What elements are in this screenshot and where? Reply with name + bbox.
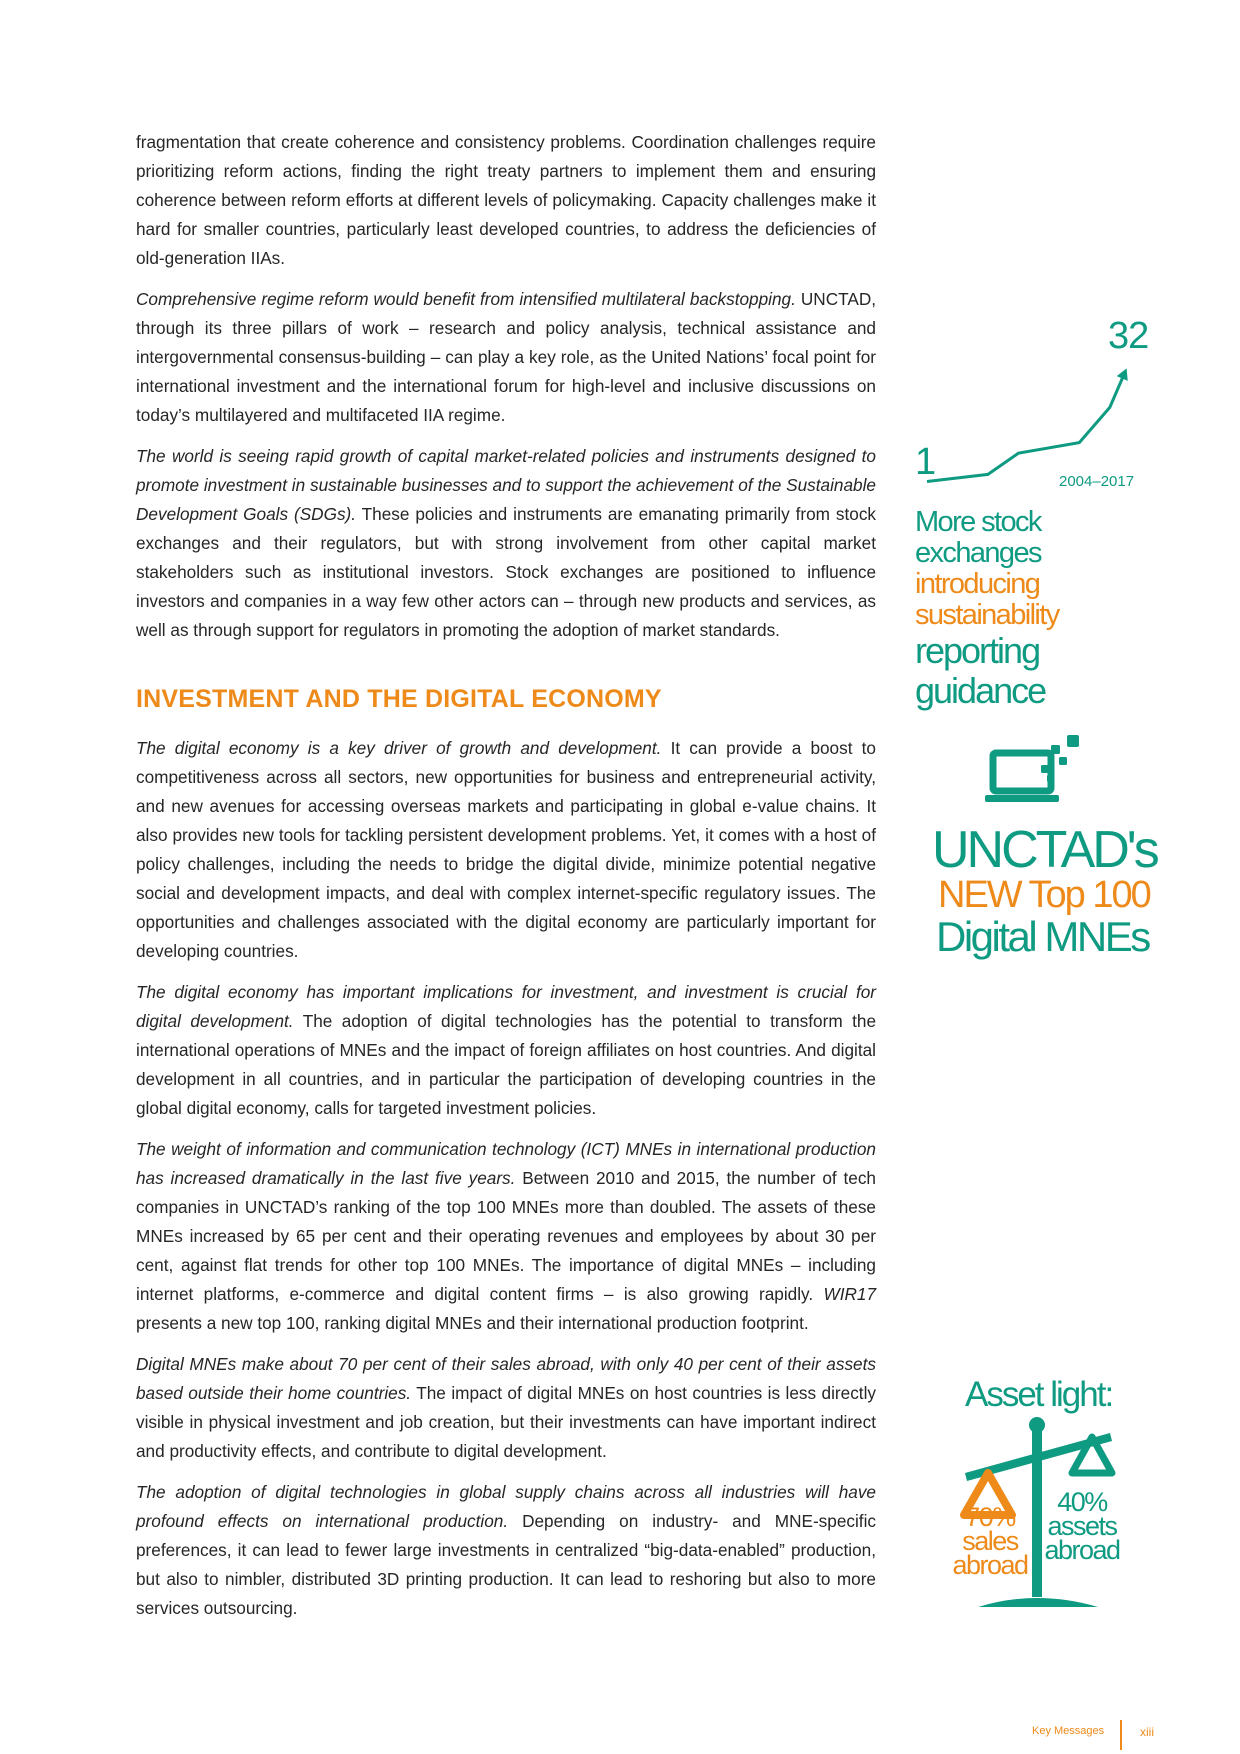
digital-subtitle-2: Digital MNEs <box>936 913 1149 960</box>
footer-section-label: Key Messages <box>1032 1725 1105 1737</box>
paragraph <box>136 128 876 273</box>
paragraph <box>136 442 876 645</box>
page-footer <box>1000 1720 1200 1750</box>
paragraph-lead: Comprehensive regime reform would benefit from intensified multilateral backstopping. <box>136 289 796 309</box>
paragraph-text: Between 2010 and 2015, the number of tech companies in UNCTAD’s ranking of the top 100 MNEs more than doubled. The assets of these MNEs increased by 65 per cent and their operating revenues and employees by about 30 per cent, against flat trends for other top 100 MNEs. The importance of digital MNEs – including internet platforms, e-commerce and digital content firms – is also growing rapidly. <box>136 1168 876 1304</box>
end-value: 32 <box>1108 315 1149 357</box>
paragraph-lead: The adoption of digital technologies in global supply chains across all industries will have profound effects on international production. <box>136 1482 876 1531</box>
laptop-icon <box>985 735 1085 810</box>
sales-word: sales <box>962 1526 1018 1556</box>
assets-percent: 40% <box>1057 1487 1107 1517</box>
report-reference: WIR17 <box>823 1284 876 1304</box>
digital-subtitle: NEW Top 100 <box>938 874 1150 916</box>
paragraph <box>136 734 876 966</box>
paragraph-lead: The world is seeing rapid growth of capital market-related policies and instruments designed to promote investment in sustainable businesses and to support the achievement of the Sustainable Development Goals (SDGs). <box>136 446 876 524</box>
assets-abroad-label <box>1042 1487 1122 1565</box>
paragraph <box>136 1478 876 1623</box>
paragraph-text: fragmentation that create coherence and consistency problems. Coordination challenges require prioritizing reform actions, finding the right treaty partners to implement them and ensuring coherence between reform efforts at different levels of policymaking. Capacity challenges make it hard for smaller countries, particularly least developed countries, to address the deficiencies of old-generation IIAs. <box>136 132 876 268</box>
digital-mnes-infographic <box>920 735 1157 965</box>
caption-line: introducing sustainability <box>915 568 1059 631</box>
paragraph-text: It can provide a boost to competitiveness across all sectors, new opportunities for business and entrepreneurial activity, and new avenues for accessing overseas markets and participating in global e-value chains. It also provides new tools for tackling persistent development problems. Yet, it comes with a host of policy challenges, including the needs to bridge the digital divide, minimize potential negative social and development impacts, and deal with complex internet-specific regulatory issues. The opportunities and challenges associated with the digital economy are particularly important for developing countries. <box>136 738 876 961</box>
main-text-column <box>136 128 876 1635</box>
sales-abroad-label <box>950 1502 1030 1580</box>
trend-line <box>927 372 1125 481</box>
paragraph <box>136 978 876 1123</box>
section-heading: INVESTMENT AND THE DIGITAL ECONOMY <box>136 685 662 713</box>
paragraph-text: The impact of digital MNEs on host countries is less directly visible in physical investment and job creation, but their investments can have important indirect and productivity effects, and contribute to digital development. <box>136 1383 876 1461</box>
paragraph-text: The adoption of digital technologies has the potential to transform the international operations of MNEs and the impact of foreign affiliates on host countries. And digital development in all countries, and in particular the participation of developing countries in the global digital economy, calls for targeted investment policies. <box>136 1011 877 1118</box>
paragraph-lead: The weight of information and communication technology (ICT) MNEs in international production has increased dramatically in the last five years. <box>136 1139 876 1188</box>
page-number: xiii <box>1140 1725 1154 1739</box>
paragraph <box>136 285 876 430</box>
paragraph-lead: The digital economy has important implications for investment, and investment is crucial for digital development. <box>136 982 876 1031</box>
start-value: 1 <box>915 441 936 483</box>
assets-word: assets <box>1047 1511 1117 1541</box>
paragraph-text: Depending on industry- and MNE-specific preferences, it can lead to fewer large investments in centralized “big-data-enabled” production, but also to nimbler, distributed 3D printing production. It can lead to reshoring but also to more services outsourcing. <box>136 1511 876 1618</box>
caption-line: More stock exchanges <box>915 506 1041 569</box>
stock-exchanges-infographic <box>915 315 1155 711</box>
paragraph <box>136 1135 876 1338</box>
period-label: 2004–2017 <box>1059 473 1135 490</box>
sales-word: abroad <box>952 1550 1028 1580</box>
caption-line: reporting guidance <box>915 630 1046 711</box>
footer-divider <box>1120 1720 1122 1750</box>
paragraph-text: presents a new top 100, ranking digital MNEs and their international production footprint. <box>136 1313 809 1333</box>
sales-percent: 70% <box>965 1502 1015 1532</box>
assets-word: abroad <box>1044 1535 1120 1565</box>
paragraph <box>136 1350 876 1466</box>
paragraph-text: UNCTAD, through its three pillars of work – research and policy analysis, technical assistance and intergovernmental consensus-building – can play a key role, as the United Nations’ focal point for international investment and the international forum for high-level and inclusive discussions on today’s multilayered and multifaceted IIA regime. <box>136 289 877 425</box>
paragraph-lead: The digital economy is a key driver of growth and development. <box>136 738 662 758</box>
asset-light-title: Asset light: <box>965 1375 1113 1414</box>
paragraph-text: These policies and instruments are emanating primarily from stock exchanges and their regulators, but with strong involvement from other capital market stakeholders such as institutional investors. Stock exchanges are positioned to influence investors and companies in a way few other actors can – through new products and services, as well as through support for regulators in promoting the adoption of market standards. <box>136 504 877 640</box>
digital-title: UNCTAD's <box>932 821 1157 879</box>
asset-light-infographic <box>950 1375 1140 1625</box>
paragraph-lead: Digital MNEs make about 70 per cent of their sales abroad, with only 40 per cent of their assets based outside their home countries. <box>136 1354 876 1403</box>
stock-caption <box>915 507 1155 711</box>
